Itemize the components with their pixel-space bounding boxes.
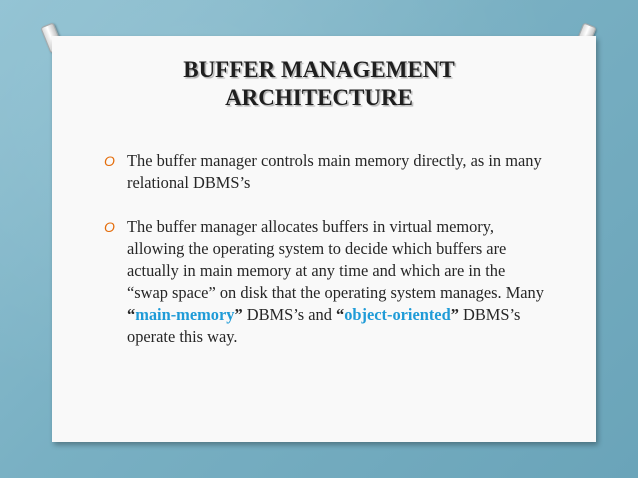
bullet-text-2-after: DBMS’s operate this way. [127,305,521,346]
bullet-item-1 [104,150,544,194]
bullet-item-2 [104,216,544,348]
bullet-text-2-middle: DBMS’s and [242,305,336,324]
close-quote: ” [450,305,459,324]
highlight-main-memory: main-memory [135,305,235,324]
slide-title [80,56,558,112]
bullet-list [104,150,544,370]
bullet-text-2-before: The buffer manager allocates buffers in virtual memory, allowing the operating system to decide which buffers are actually in main memory at any time and which are in the “swap space” on disk that the operating system manages. Many [127,217,544,302]
slide-title-line-2: ARCHITECTURE [225,85,413,110]
open-quote: “ [127,305,136,324]
close-quote: ” [234,305,243,324]
highlight-object-oriented: object-oriented [344,305,451,324]
bullet-marker-icon: O [104,219,115,235]
open-quote: “ [336,305,345,324]
slide-title-line-1: BUFFER MANAGEMENT [183,57,455,82]
bullet-text-1: The buffer manager controls main memory directly, as in many relational DBMS’s [127,151,542,192]
bullet-marker-icon: O [104,153,115,169]
